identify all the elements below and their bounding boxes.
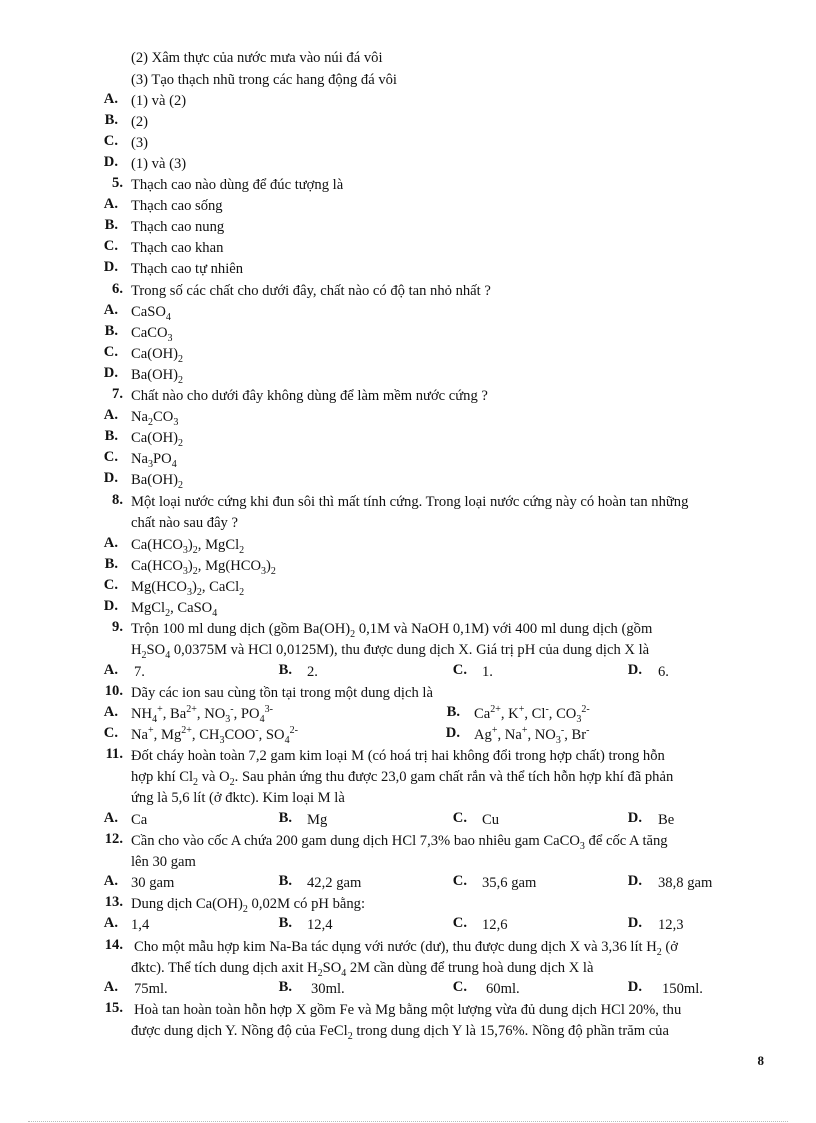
option-letter: D. <box>103 154 118 170</box>
q9-option-b: 2. <box>307 664 318 680</box>
page-number: 8 <box>757 1053 764 1068</box>
option-letter: A. <box>103 662 118 678</box>
q6-option-a: CaSO$_4$ <box>131 304 171 323</box>
option-letter: B. <box>278 915 292 931</box>
q10-option-a: $NH_4^+$, $Ba^{2+}$, $NO_3^-$, $PO_4^{3-}$ <box>131 704 273 725</box>
q11-text-line1: Đốt cháy hoàn toàn 7,2 gam kim loại M (có hoá trị hai không đổi trong hợp chất) trong hỗn <box>131 748 665 764</box>
option-letter: A. <box>103 810 118 826</box>
option-letter: C. <box>452 662 467 678</box>
q8-text-line1: Một loại nước cứng khi đun sôi thì mất tính cứng. Trong loại nước cứng này có hoàn tan những <box>131 494 689 510</box>
q4-option-c: (3) <box>131 135 149 151</box>
option-letter: C. <box>103 449 118 465</box>
q13-text: Dung dịch $Ca(OH)_2$ 0,02M có pH bằng: <box>131 896 366 915</box>
option-letter: B. <box>104 217 118 233</box>
q12-option-a: 30 gam <box>131 875 175 891</box>
q5-option-b: Thạch cao nung <box>131 219 225 235</box>
option-letter: A. <box>103 704 118 720</box>
q5-option-a: Thạch cao sống <box>131 198 223 214</box>
option-letter: D. <box>103 365 118 381</box>
q9-text-line2: $H_2SO_4$ 0,0375M và HCl 0,0125M), thu được dung dịch X. Giá trị pH của dung dịch X là <box>131 642 650 661</box>
question-number: 11. <box>105 746 123 762</box>
q8-option-a: $Ca(HCO_3)_2$, MgCl$_2$ <box>131 537 245 556</box>
q9-option-a: 7. <box>134 664 145 680</box>
q7-option-a: $Na_2CO_3$ <box>131 409 179 428</box>
option-letter: D. <box>627 810 642 826</box>
q10-option-b: $Ca^{2+}$, K+, Cl-, $CO_3^{2-}$ <box>474 704 590 725</box>
q8-text-line2: chất nào sau đây ? <box>131 515 238 531</box>
q12-text-line2: lên 30 gam <box>131 854 196 870</box>
q14-option-c: 60ml. <box>486 981 520 997</box>
option-letter: C. <box>452 915 467 931</box>
option-letter: A. <box>103 407 118 423</box>
q10-text: Dãy các ion sau cùng tồn tại trong một dung dịch là <box>131 685 433 701</box>
q11-option-b: Mg <box>307 812 328 828</box>
q11-option-c: Cu <box>482 812 500 828</box>
q6-option-b: CaCO$_3$ <box>131 325 173 344</box>
q4-item-2: (2) Xâm thực của nước mưa vào núi đá vôi <box>131 50 383 66</box>
q15-text-line1: Hoà tan hoàn toàn hỗn hợp X gồm Fe và Mg bằng một lượng vừa đủ dung dịch HCl 20%, thu <box>134 1002 682 1018</box>
q14-option-d: 150ml. <box>662 981 703 997</box>
option-letter: B. <box>278 662 292 678</box>
q8-option-d: MgCl$_2$, CaSO$_4$ <box>131 600 218 619</box>
q11-text-line3: ứng là 5,6 lít (ở đktc). Kim loại M là <box>131 790 345 806</box>
option-letter: C. <box>103 238 118 254</box>
option-letter: B. <box>104 428 118 444</box>
option-letter: B. <box>278 979 292 995</box>
q9-text-line1: Trộn 100 ml dung dịch (gồm $Ba(OH)_2$ 0,1M và NaOH 0,1M) với 400 ml dung dịch (gồm <box>131 621 653 640</box>
option-letter: D. <box>103 598 118 614</box>
option-letter: D. <box>103 259 118 275</box>
q12-option-b: 42,2 gam <box>307 875 362 891</box>
question-number: 12. <box>104 831 123 847</box>
q5-text: Thạch cao nào dùng để đúc tượng là <box>131 177 344 193</box>
q8-option-c: $Mg(HCO_3)_2$, CaCl$_2$ <box>131 579 245 598</box>
q12-text-line1: Cần cho vào cốc A chứa 200 gam dung dịch HCl 7,3% bao nhiêu gam CaCO$_3$ để cốc A tăng <box>131 833 668 852</box>
q10-option-c: Na+, $Mg^{2+}$, $CH_3COO^-$, $SO_4^{2-}$ <box>131 725 298 746</box>
option-letter: A. <box>103 979 118 995</box>
q10-option-d: Ag+, Na+, $NO_3^-$, Br- <box>474 725 590 746</box>
option-letter: C. <box>103 725 118 741</box>
option-letter: D. <box>627 873 642 889</box>
q5-option-c: Thạch cao khan <box>131 240 224 256</box>
q6-option-d: $Ba(OH)_2$ <box>131 367 184 386</box>
q4-option-d: (1) và (3) <box>131 156 187 172</box>
option-letter: C. <box>452 873 467 889</box>
q14-text-line2: đktc). Thể tích dung dịch axit $H_2SO_4$ 2M cần dùng để trung hoà dung dịch X là <box>131 960 594 979</box>
q14-text-line1: Cho một mẫu hợp kim Na-Ba tác dụng với nước (dư), thu được dung dịch X và 3,36 lít $H_2$ (ở <box>134 939 678 958</box>
question-number: 7. <box>112 386 123 402</box>
q11-text-line2: hợp khí $Cl_2$ và $O_2$. Sau phản ứng thu được 23,0 gam chất rắn và thể tích hỗn hợp khí đã phản <box>131 769 674 788</box>
q13-option-b: 12,4 <box>307 917 333 933</box>
question-number: 10. <box>104 683 123 699</box>
question-number: 14. <box>104 937 123 953</box>
q12-option-d: 38,8 gam <box>658 875 713 891</box>
option-letter: B. <box>104 323 118 339</box>
q14-option-a: 75ml. <box>134 981 168 997</box>
option-letter: C. <box>103 577 118 593</box>
page-bottom-divider <box>28 1121 788 1122</box>
q7-option-b: $Ca(OH)_2$ <box>131 430 184 449</box>
q15-text-line2: được dung dịch Y. Nồng độ của FeCl$_2$ trong dung dịch Y là 15,76%. Nồng độ phần trăm của <box>131 1023 669 1042</box>
question-number: 15. <box>104 1000 123 1016</box>
q11-option-a: Ca <box>131 812 148 828</box>
question-number: 9. <box>112 619 123 635</box>
q12-option-c: 35,6 gam <box>482 875 537 891</box>
q13-option-a: 1,4 <box>131 917 150 933</box>
q6-text: Trong số các chất cho dưới đây, chất nào có độ tan nhỏ nhất ? <box>131 283 491 299</box>
q9-option-d: 6. <box>658 664 669 680</box>
option-letter: C. <box>103 344 118 360</box>
option-letter: D. <box>627 662 642 678</box>
question-number: 13. <box>104 894 123 910</box>
q11-option-d: Be <box>658 812 675 828</box>
option-letter: A. <box>103 302 118 318</box>
option-letter: A. <box>103 535 118 551</box>
q5-option-d: Thạch cao tự nhiên <box>131 261 244 277</box>
q9-option-c: 1. <box>482 664 493 680</box>
option-letter: D. <box>627 915 642 931</box>
option-letter: D. <box>103 470 118 486</box>
q4-item-3: (3) Tạo thạch nhũ trong các hang động đá vôi <box>131 72 397 88</box>
option-letter: B. <box>278 873 292 889</box>
option-letter: C. <box>452 810 467 826</box>
option-letter: C. <box>103 133 118 149</box>
option-letter: D. <box>445 725 460 741</box>
q13-option-c: 12,6 <box>482 917 508 933</box>
option-letter: B. <box>446 704 460 720</box>
q4-option-a: (1) và (2) <box>131 93 187 109</box>
option-letter: C. <box>452 979 467 995</box>
option-letter: A. <box>103 873 118 889</box>
option-letter: A. <box>103 915 118 931</box>
q7-option-d: $Ba(OH)_2$ <box>131 472 184 491</box>
option-letter: B. <box>104 556 118 572</box>
q4-option-b: (2) <box>131 114 149 130</box>
question-number: 6. <box>112 281 123 297</box>
option-letter: B. <box>104 112 118 128</box>
option-letter: A. <box>103 196 118 212</box>
q7-option-c: $Na_3PO_4$ <box>131 451 177 470</box>
question-number: 8. <box>112 492 123 508</box>
q6-option-c: $Ca(OH)_2$ <box>131 346 184 365</box>
option-letter: B. <box>278 810 292 826</box>
option-letter: D. <box>627 979 642 995</box>
q14-option-b: 30ml. <box>311 981 345 997</box>
option-letter: A. <box>103 91 118 107</box>
q7-text: Chất nào cho dưới đây không dùng để làm mềm nước cứng ? <box>131 388 488 404</box>
q13-option-d: 12,3 <box>658 917 684 933</box>
q8-option-b: $Ca(HCO_3)_2$, $Mg(HCO_3)_2$ <box>131 558 276 577</box>
question-number: 5. <box>112 175 123 191</box>
